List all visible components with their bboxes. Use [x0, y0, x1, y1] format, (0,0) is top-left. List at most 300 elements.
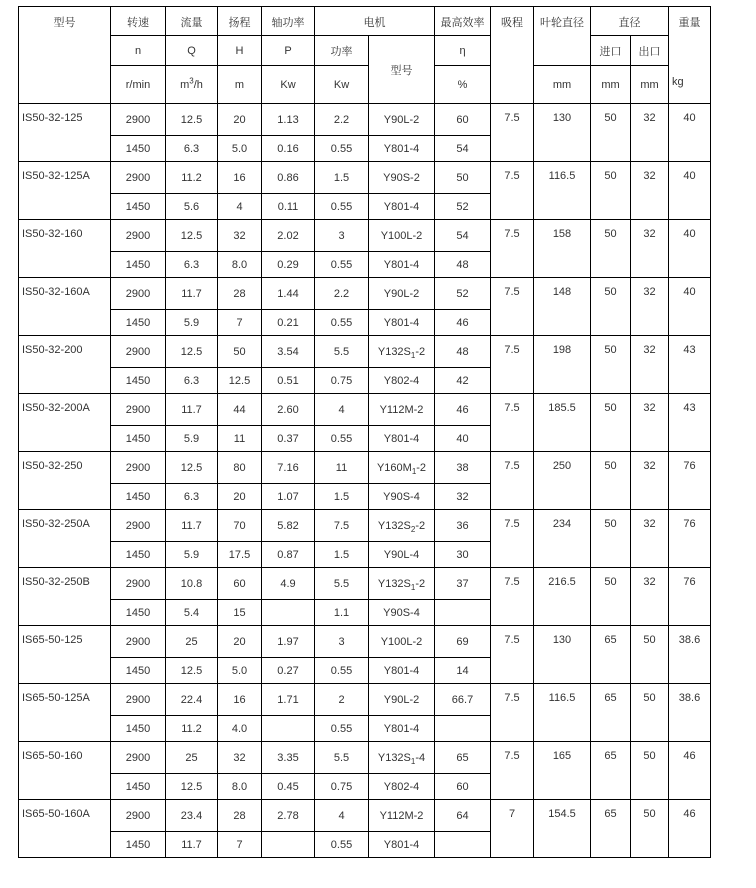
table-row	[19, 394, 711, 426]
impeller-value: 154.5	[534, 800, 591, 858]
pump-model: IS50-32-200	[19, 336, 111, 394]
motor-power-value: 11	[315, 452, 369, 484]
symbol-inlet: 进口	[591, 36, 631, 66]
symbol-speed: n	[111, 36, 166, 66]
speed-value: 2900	[111, 800, 166, 832]
speed-value: 2900	[111, 510, 166, 542]
head-value: 8.0	[218, 252, 262, 278]
efficiency-value: 66.7	[435, 684, 491, 716]
motor-model-text: Y802-4	[383, 374, 420, 387]
motor-model-text: Y801-4	[383, 722, 420, 735]
flow-value: 5.9	[166, 426, 218, 452]
inlet-value: 50	[591, 510, 631, 568]
speed-value: 1450	[111, 832, 166, 858]
pump-model: IS65-50-125A	[19, 684, 111, 742]
motor-power-value: 1.5	[315, 542, 369, 568]
speed-value: 2900	[111, 220, 166, 252]
head-value: 7	[218, 832, 262, 858]
speed-value: 2900	[111, 742, 166, 774]
header-max-efficiency: 最高效率	[435, 7, 491, 36]
motor-model-value	[369, 220, 435, 252]
shaft-power-value: 4.9	[262, 568, 315, 600]
motor-model-text: Y90L-4	[383, 548, 420, 561]
pump-model: IS50-32-160A	[19, 278, 111, 336]
motor-model-text: Y90L-2	[383, 113, 420, 126]
efficiency-value	[435, 600, 491, 626]
shaft-power-value: 0.51	[262, 368, 315, 394]
header-model: 型号	[19, 7, 111, 104]
efficiency-value: 40	[435, 426, 491, 452]
speed-value: 1450	[111, 716, 166, 742]
flow-value: 6.3	[166, 484, 218, 510]
motor-model-suffix: -2	[415, 519, 426, 532]
speed-value: 1450	[111, 600, 166, 626]
speed-value: 2900	[111, 162, 166, 194]
pump-model: IS65-50-125	[19, 626, 111, 684]
suction-value: 7.5	[491, 684, 534, 742]
head-value: 28	[218, 800, 262, 832]
symbol-shaft-power: P	[262, 36, 315, 66]
shaft-power-value: 1.71	[262, 684, 315, 716]
inlet-value: 50	[591, 162, 631, 220]
efficiency-value: 46	[435, 394, 491, 426]
motor-model-value	[369, 368, 435, 394]
motor-power-value: 0.55	[315, 252, 369, 278]
weight-value: 40	[669, 104, 711, 162]
impeller-value: 148	[534, 278, 591, 336]
motor-model-value	[369, 194, 435, 220]
head-value: 7	[218, 310, 262, 336]
inlet-value: 50	[591, 394, 631, 452]
unit-impeller: mm	[534, 66, 591, 104]
impeller-value: 185.5	[534, 394, 591, 452]
flow-value: 6.3	[166, 136, 218, 162]
motor-model-text: Y132S	[377, 345, 411, 358]
head-value: 17.5	[218, 542, 262, 568]
unit-shaft-power: Kw	[262, 66, 315, 104]
motor-power-value: 1.5	[315, 484, 369, 510]
motor-power-value: 0.55	[315, 194, 369, 220]
motor-model-text: Y90S-2	[383, 171, 420, 184]
motor-model-value	[369, 542, 435, 568]
head-value: 44	[218, 394, 262, 426]
unit-speed: r/min	[111, 66, 166, 104]
outlet-value: 32	[631, 568, 669, 626]
flow-value: 6.3	[166, 252, 218, 278]
shaft-power-value: 3.35	[262, 742, 315, 774]
flow-value: 11.7	[166, 832, 218, 858]
motor-model-value	[369, 394, 435, 426]
header-shaft-power: 轴功率	[262, 7, 315, 36]
speed-value: 1450	[111, 774, 166, 800]
impeller-value: 216.5	[534, 568, 591, 626]
speed-value: 2900	[111, 626, 166, 658]
suction-value: 7.5	[491, 278, 534, 336]
motor-model-value	[369, 716, 435, 742]
motor-power-value: 1.5	[315, 162, 369, 194]
efficiency-value: 52	[435, 194, 491, 220]
motor-model-text: Y801-4	[383, 142, 420, 155]
motor-model-text: Y90L-2	[383, 693, 420, 706]
motor-model-subscript: 2	[410, 524, 416, 534]
impeller-value: 158	[534, 220, 591, 278]
motor-model-value	[369, 278, 435, 310]
motor-model-text: Y802-4	[383, 780, 420, 793]
suction-value: 7.5	[491, 336, 534, 394]
header-speed: 转速	[111, 7, 166, 36]
motor-power-value: 5.5	[315, 568, 369, 600]
flow-value: 25	[166, 742, 218, 774]
motor-model-value	[369, 600, 435, 626]
motor-model-value	[369, 336, 435, 368]
pump-model: IS50-32-125A	[19, 162, 111, 220]
efficiency-value: 42	[435, 368, 491, 394]
pump-model: IS65-50-160A	[19, 800, 111, 858]
motor-model-text: Y801-4	[383, 200, 420, 213]
speed-value: 1450	[111, 194, 166, 220]
motor-model-suffix: -4	[415, 751, 426, 764]
motor-model-text: Y90S-4	[383, 606, 420, 619]
weight-value: 40	[669, 162, 711, 220]
efficiency-value: 37	[435, 568, 491, 600]
header-row-units	[19, 66, 711, 104]
suction-value: 7.5	[491, 452, 534, 510]
motor-power-value: 0.55	[315, 426, 369, 452]
header-weight-cell	[669, 7, 711, 104]
unit-head: m	[218, 66, 262, 104]
table-row	[19, 162, 711, 194]
inlet-value: 50	[591, 220, 631, 278]
motor-model-subscript: 1	[410, 350, 416, 360]
weight-value: 76	[669, 568, 711, 626]
pump-model: IS50-32-250	[19, 452, 111, 510]
efficiency-value: 52	[435, 278, 491, 310]
header-flow: 流量	[166, 7, 218, 36]
head-value: 32	[218, 220, 262, 252]
motor-model-text: Y90S-4	[383, 490, 420, 503]
motor-model-subscript: 1	[410, 582, 416, 592]
motor-model-text: Y132S	[377, 577, 411, 590]
head-value: 12.5	[218, 368, 262, 394]
head-value: 5.0	[218, 658, 262, 684]
motor-power-value: 1.1	[315, 600, 369, 626]
efficiency-value: 14	[435, 658, 491, 684]
motor-model-text: Y160M	[376, 461, 412, 474]
speed-value: 1450	[111, 542, 166, 568]
inlet-value: 65	[591, 800, 631, 858]
inlet-value: 50	[591, 104, 631, 162]
motor-power-value: 7.5	[315, 510, 369, 542]
inlet-value: 50	[591, 336, 631, 394]
shaft-power-value: 5.82	[262, 510, 315, 542]
flow-value: 5.9	[166, 310, 218, 336]
motor-model-value	[369, 510, 435, 542]
weight-value: 43	[669, 394, 711, 452]
weight-value: 46	[669, 800, 711, 858]
suction-value: 7.5	[491, 162, 534, 220]
outlet-value: 32	[631, 394, 669, 452]
header-weight: 重量	[678, 17, 701, 29]
speed-value: 1450	[111, 484, 166, 510]
head-value: 5.0	[218, 136, 262, 162]
motor-power-value: 3	[315, 220, 369, 252]
flow-value: 11.7	[166, 278, 218, 310]
header-row-symbols	[19, 36, 711, 66]
inlet-value: 65	[591, 684, 631, 742]
motor-model-text: Y100L-2	[380, 229, 423, 242]
head-value: 20	[218, 104, 262, 136]
motor-power-value: 4	[315, 394, 369, 426]
efficiency-value: 46	[435, 310, 491, 336]
motor-model-value	[369, 658, 435, 684]
table-row	[19, 742, 711, 774]
motor-model-text: Y100L-2	[380, 635, 423, 648]
motor-model-value	[369, 568, 435, 600]
motor-model-text: Y132S	[377, 751, 411, 764]
head-value: 28	[218, 278, 262, 310]
header-row-names	[19, 7, 711, 36]
motor-power-value: 5.5	[315, 336, 369, 368]
table-row	[19, 510, 711, 542]
efficiency-value: 60	[435, 774, 491, 800]
shaft-power-value: 2.02	[262, 220, 315, 252]
motor-model-value	[369, 310, 435, 336]
speed-value: 2900	[111, 104, 166, 136]
weight-value: 38.6	[669, 626, 711, 684]
motor-model-subscript: 1	[411, 466, 417, 476]
unit-outlet: mm	[631, 66, 669, 104]
motor-power-value: 4	[315, 800, 369, 832]
outlet-value: 32	[631, 452, 669, 510]
suction-value: 7.5	[491, 510, 534, 568]
weight-value: 76	[669, 452, 711, 510]
table-row	[19, 800, 711, 832]
shaft-power-value	[262, 600, 315, 626]
outlet-value: 32	[631, 336, 669, 394]
efficiency-value: 60	[435, 104, 491, 136]
speed-value: 2900	[111, 452, 166, 484]
motor-power-value: 3	[315, 626, 369, 658]
outlet-value: 50	[631, 626, 669, 684]
efficiency-value: 30	[435, 542, 491, 568]
shaft-power-value: 0.37	[262, 426, 315, 452]
pump-model: IS50-32-125	[19, 104, 111, 162]
head-value: 20	[218, 626, 262, 658]
shaft-power-value: 2.60	[262, 394, 315, 426]
head-value: 80	[218, 452, 262, 484]
efficiency-value: 54	[435, 220, 491, 252]
shaft-power-value: 2.78	[262, 800, 315, 832]
flow-value: 12.5	[166, 658, 218, 684]
symbol-motor-power: 功率	[315, 36, 369, 66]
inlet-value: 50	[591, 278, 631, 336]
impeller-value: 116.5	[534, 162, 591, 220]
outlet-value: 50	[631, 742, 669, 800]
motor-power-value: 0.55	[315, 658, 369, 684]
motor-model-text: Y801-4	[383, 838, 420, 851]
flow-value: 12.5	[166, 336, 218, 368]
shaft-power-value: 0.29	[262, 252, 315, 278]
motor-model-suffix: -2	[416, 461, 427, 474]
flow-value: 25	[166, 626, 218, 658]
symbol-outlet: 出口	[631, 36, 669, 66]
symbol-motor-model: 型号	[369, 36, 435, 104]
head-value: 8.0	[218, 774, 262, 800]
pump-model: IS50-32-160	[19, 220, 111, 278]
motor-model-value	[369, 742, 435, 774]
speed-value: 2900	[111, 394, 166, 426]
speed-value: 1450	[111, 368, 166, 394]
motor-power-value: 5.5	[315, 742, 369, 774]
outlet-value: 32	[631, 104, 669, 162]
symbol-efficiency: η	[435, 36, 491, 66]
efficiency-value: 64	[435, 800, 491, 832]
motor-power-value: 2	[315, 684, 369, 716]
shaft-power-value	[262, 716, 315, 742]
efficiency-value: 38	[435, 452, 491, 484]
shaft-power-value: 7.16	[262, 452, 315, 484]
flow-value: 12.5	[166, 452, 218, 484]
weight-value: 40	[669, 278, 711, 336]
speed-value: 1450	[111, 658, 166, 684]
motor-power-value: 2.2	[315, 104, 369, 136]
motor-model-suffix: -2	[415, 345, 426, 358]
flow-value: 10.8	[166, 568, 218, 600]
efficiency-value: 65	[435, 742, 491, 774]
motor-model-text: Y801-4	[383, 432, 420, 445]
head-value: 4	[218, 194, 262, 220]
speed-value: 2900	[111, 336, 166, 368]
speed-value: 2900	[111, 568, 166, 600]
motor-model-suffix: -2	[415, 577, 426, 590]
suction-value: 7.5	[491, 220, 534, 278]
pump-model: IS65-50-160	[19, 742, 111, 800]
suction-value: 7.5	[491, 626, 534, 684]
speed-value: 1450	[111, 310, 166, 336]
flow-value: 11.7	[166, 394, 218, 426]
table-row	[19, 278, 711, 310]
efficiency-value: 48	[435, 336, 491, 368]
motor-power-value: 0.75	[315, 368, 369, 394]
table-row	[19, 220, 711, 252]
motor-model-text: Y801-4	[383, 258, 420, 271]
motor-model-text: Y801-4	[383, 316, 420, 329]
outlet-value: 32	[631, 278, 669, 336]
shaft-power-value: 0.16	[262, 136, 315, 162]
motor-model-value	[369, 684, 435, 716]
flow-value: 23.4	[166, 800, 218, 832]
motor-model-value	[369, 162, 435, 194]
motor-model-text: Y112M-2	[379, 809, 424, 822]
motor-model-value	[369, 832, 435, 858]
efficiency-value: 48	[435, 252, 491, 278]
head-value: 70	[218, 510, 262, 542]
speed-value: 1450	[111, 426, 166, 452]
flow-value: 5.4	[166, 600, 218, 626]
head-value: 60	[218, 568, 262, 600]
motor-model-text: Y132S	[377, 519, 411, 532]
inlet-value: 50	[591, 452, 631, 510]
motor-model-value	[369, 774, 435, 800]
table-row	[19, 104, 711, 136]
unit-motor-power: Kw	[315, 66, 369, 104]
flow-value: 12.5	[166, 220, 218, 252]
head-value: 15	[218, 600, 262, 626]
motor-model-text: Y801-4	[383, 664, 420, 677]
efficiency-value	[435, 716, 491, 742]
shaft-power-value: 3.54	[262, 336, 315, 368]
motor-model-value	[369, 484, 435, 510]
flow-value: 11.2	[166, 716, 218, 742]
flow-value: 5.6	[166, 194, 218, 220]
head-value: 4.0	[218, 716, 262, 742]
motor-model-text: Y90L-2	[383, 287, 420, 300]
table-row	[19, 568, 711, 600]
shaft-power-value: 0.11	[262, 194, 315, 220]
impeller-value: 165	[534, 742, 591, 800]
motor-model-subscript: 1	[410, 756, 416, 766]
suction-value: 7.5	[491, 394, 534, 452]
efficiency-value: 54	[435, 136, 491, 162]
shaft-power-value: 1.07	[262, 484, 315, 510]
unit-efficiency: %	[435, 66, 491, 104]
unit-flow-base: m	[180, 78, 190, 91]
header-head: 扬程	[218, 7, 262, 36]
motor-model-value	[369, 104, 435, 136]
flow-value: 6.3	[166, 368, 218, 394]
weight-value: 76	[669, 510, 711, 568]
motor-model-value	[369, 626, 435, 658]
table-row	[19, 684, 711, 716]
shaft-power-value: 0.27	[262, 658, 315, 684]
shaft-power-value: 1.97	[262, 626, 315, 658]
header-diameter: 直径	[591, 7, 669, 36]
suction-value: 7.5	[491, 568, 534, 626]
motor-model-value	[369, 136, 435, 162]
flow-value: 11.2	[166, 162, 218, 194]
header-suction: 吸程	[491, 7, 534, 104]
impeller-value: 198	[534, 336, 591, 394]
efficiency-value	[435, 832, 491, 858]
head-value: 11	[218, 426, 262, 452]
shaft-power-value: 1.13	[262, 104, 315, 136]
efficiency-value: 36	[435, 510, 491, 542]
impeller-value: 130	[534, 104, 591, 162]
symbol-head: H	[218, 36, 262, 66]
impeller-value: 234	[534, 510, 591, 568]
motor-power-value: 2.2	[315, 278, 369, 310]
pump-spec-table	[18, 6, 711, 858]
motor-power-value: 0.75	[315, 774, 369, 800]
shaft-power-value: 0.86	[262, 162, 315, 194]
suction-value: 7.5	[491, 742, 534, 800]
impeller-value: 130	[534, 626, 591, 684]
motor-model-value	[369, 426, 435, 452]
table-row	[19, 336, 711, 368]
header-impeller-diameter: 叶轮直径	[534, 7, 591, 66]
speed-value: 2900	[111, 278, 166, 310]
unit-flow-tail: /h	[193, 78, 203, 91]
motor-model-value	[369, 800, 435, 832]
head-value: 50	[218, 336, 262, 368]
weight-value: 38.6	[669, 684, 711, 742]
shaft-power-value: 0.45	[262, 774, 315, 800]
efficiency-value: 69	[435, 626, 491, 658]
motor-power-value: 0.55	[315, 832, 369, 858]
motor-power-value: 0.55	[315, 716, 369, 742]
pump-model: IS50-32-200A	[19, 394, 111, 452]
shaft-power-value: 1.44	[262, 278, 315, 310]
